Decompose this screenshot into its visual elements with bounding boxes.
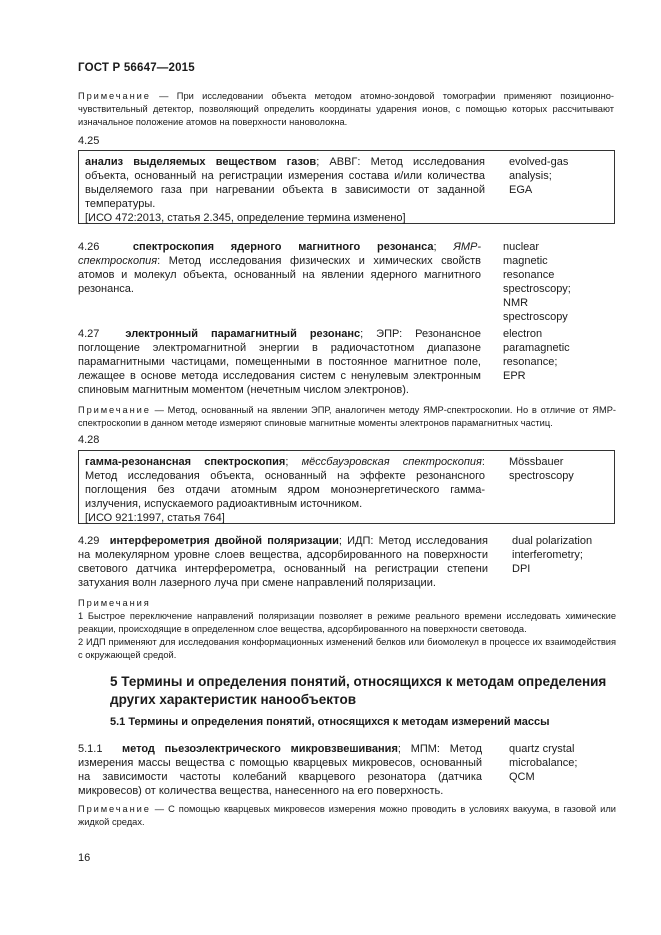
entry-text-4-28: гамма-резонансная спектроскопия; мёссбауэровская спектроскопия: Метод исследования объекта, основанный на эффекте резонансного поглощения без отдачи атомным ядром моноэнергетического гамма-излучения, испускаемого радиоактивным источником. [ИСО 921:1997, статья 764] <box>85 456 485 524</box>
subsection-heading-5-1: 5.1 Термины и определения понятий, относящихся к методам измерений массы <box>110 716 550 728</box>
term: гамма-резонансная спектроскопия <box>85 456 286 468</box>
english-term-5-1-1: quartz crystal microbalance; QCM <box>509 743 578 783</box>
note-5-1-1: Примечание — С помощью кварцевых микровесов измерения можно проводить в условиях вакуума, в газовой или жидкой средах. <box>78 804 616 827</box>
english-term-4-28: Mössbauer spectroscopy <box>509 456 574 482</box>
entry-text-4-25: анализ выделяемых веществом газов; АВВГ: Метод исследования объекта, основанный на регистрации измерения состава и/или количества выделяемого газа при нагревании объекта в зависимости от заданной температуры. [ИСО 472:2013, статья 2.345, определение термина изменено] <box>85 156 485 224</box>
entry-text-4-27: 4.27 электронный парамагнитный резонанс; ЭПР: Резонансное поглощение электромагнитной энергии в радиочастотном диапазоне парамагнитными частицами, помещенными в постоянное магнитное поле, лежащее в основе метода исследования систем с ненулевым электронным спиновым магнитным моментом (нечетным числом электронов). <box>78 328 481 396</box>
entry-text-4-26: 4.26 спектроскопия ядерного магнитного резонанса; ЯМР-спектроскопия: Метод исследования физических и химических свойств атомов и молекул объекта, основанный на явлении ядерного магнитного резонанса. <box>78 241 481 295</box>
definition: Резонансное поглощение электромагнитной энергии в радиочастотном диапазоне парамагнитными частицами, помещенными в постоянное магнитное поле, лежащее в основе метода исследования систем с ненулевым электронным спиновым магнитным моментом (нечетным числом электронов). <box>78 328 481 396</box>
page-number: 16 <box>78 852 91 864</box>
entry-number-4-25: 4.25 <box>78 135 100 147</box>
synonym: мёссбауэровская спектроскопия <box>301 456 482 468</box>
english-term-4-26: nuclear magnetic resonance spectroscopy; NMR spectroscopy <box>503 241 571 323</box>
section-heading-5: 5 Термины и определения понятий, относящихся к методам определения других характеристик нанообъектов <box>110 674 607 707</box>
document-header: ГОСТ Р 56647—2015 <box>78 62 195 74</box>
entry-number-4-28: 4.28 <box>78 434 100 446</box>
source-reference: [ИСО 472:2013, статья 2.345, определение термина изменено] <box>85 212 406 224</box>
notes-heading-4-29 <box>78 597 614 610</box>
definition: Метод исследования физических и химических свойств атомов и молекул объекта, основанный на явлении ядерного магнитного резонанса. <box>78 255 481 295</box>
note-text: При исследовании объекта методом атомно-зондовой томографии применяют позиционно-чувствительный детектор, позволяющий определить координаты ударения ионов, с помощью которых рассчитывают изначальное положение атомов на поверхности нановолокна. <box>78 91 615 127</box>
definition: Метод исследования объекта, основанный на регистрации измерения состава и/или количества выделяемого газа при нагревании объекта в зависимости от заданной температуры. <box>85 156 485 210</box>
term: анализ выделяемых веществом газов <box>85 156 317 168</box>
note-label: Примечание <box>78 91 151 101</box>
term: электронный парамагнитный резонанс <box>125 328 361 340</box>
definition: Метод исследования на молекулярном уровне слоев вещества, адсорбированного на поверхности светового датчика интерферометра, основанный на регистрации степени затухания волн лазерного луча при смене направлений поляризации. <box>78 535 489 589</box>
note-label: Примечание <box>78 405 151 415</box>
note-item-1: 1 Быстрое переключение направлений поляризации позволяет в режиме реального времени исследовать химические реакции, происходящие в определенном слое вещества, адсорбированного на поверхности световода. <box>78 611 616 634</box>
note-item-2: 2 ИДП применяют для исследования конформационных изменений белков или биомолекул в процессе их взаимодействия с окружающей средой. <box>78 637 616 660</box>
entry-text-5-1-1: 5.1.1 метод пьезоэлектрического микровзвешивания; МПМ: Метод измерения массы вещества с помощью кварцевых микровесов, основанный на зависимости частоты колебаний кварцевого резонатора (датчика микровесов) от количества вещества, нанесенного на его поверхность. <box>78 743 482 797</box>
note-top: Примечание — При исследовании объекта методом атомно-зондовой томографии применяют позиционно-чувствительный детектор, позволяющий определить координаты ударения ионов, с помощью которых рассчитывают изначальное положение атомов на поверхности нановолокна. <box>78 91 615 127</box>
source-reference: [ИСО 921:1997, статья 764] <box>85 512 225 524</box>
entry-text-4-29: 4.29 интерферометрия двойной поляризации; ИДП: Метод исследования на молекулярном уровне слоев вещества, адсорбированного на поверхности светового датчика интерферометра, основанный на регистрации степени затухания волн лазерного луча при смене направлений поляризации. <box>78 535 489 589</box>
english-term-4-27: electron paramagnetic resonance; EPR <box>503 328 570 382</box>
definition: Метод измерения массы вещества с помощью кварцевых микровесов, основанный на зависимости частоты колебаний кварцевого резонатора (датчика микровесов) от количества вещества, нанесенного на его поверхность. <box>78 743 482 797</box>
notes-label: Примечания <box>78 598 151 608</box>
note-text: С помощью кварцевых микровесов измерения можно проводить в условиях вакуума, в газовой или жидкой средах. <box>78 804 616 827</box>
english-term-4-29: dual polarization interferometry; DPI <box>512 535 593 575</box>
term: интерферометрия двойной поляризации <box>109 535 339 547</box>
synonym: ЯМР-спектроскопия <box>78 241 481 267</box>
note-label: Примечание <box>78 804 151 814</box>
english-term-4-25: evolved-gas analysis; EGA <box>509 156 569 196</box>
definition: Метод исследования объекта, основанный на эффекте резонансного поглощения без отдачи атомным ядром моноэнергетического гамма-излучения, испускаемого радиоактивным источником. <box>85 470 485 510</box>
note-4-27: Примечание — Метод, основанный на явлении ЭПР, аналогичен методу ЯМР-спектроскопии. Но в отличие от ЯМР-спектроскопии в данном методе измеряют спиновые магнитные моменты электронов парамагнитных частиц. <box>78 405 616 428</box>
term: метод пьезоэлектрического микровзвешивания <box>122 743 398 755</box>
term: спектроскопия ядерного магнитного резонанса <box>132 241 434 253</box>
note-text: Метод, основанный на явлении ЭПР, аналогичен методу ЯМР-спектроскопии. Но в отличие от ЯМР-спектроскопии в данном методе измеряют спиновые магнитные моменты электронов парамагнитных частиц. <box>78 405 616 428</box>
